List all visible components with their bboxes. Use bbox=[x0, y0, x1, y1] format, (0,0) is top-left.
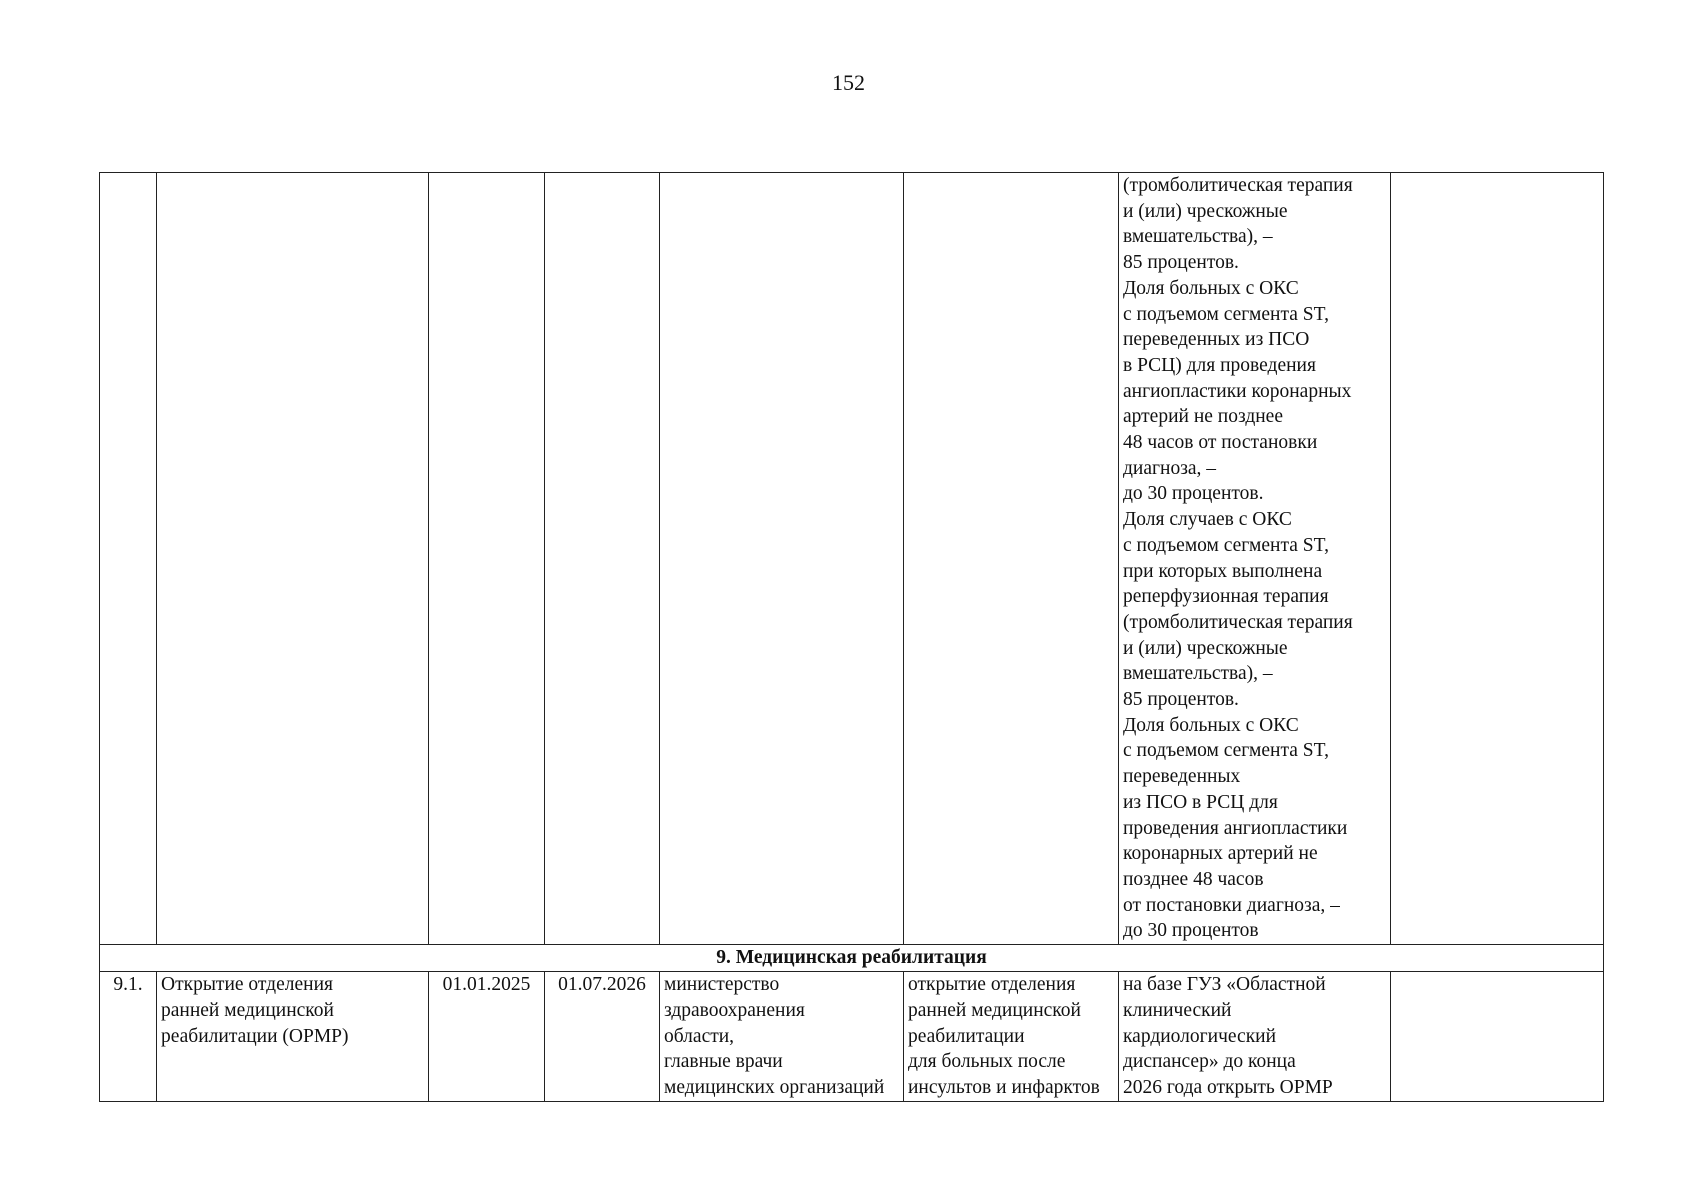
plan-table bbox=[99, 172, 1604, 1102]
cell-end-date bbox=[545, 173, 660, 945]
row-responsible: министерство здравоохранения области, главные врачи медицинских организаций bbox=[660, 972, 904, 1102]
row-indicators: на базе ГУЗ «Областной клинический кардиологический диспансер» до конца 2026 года открыть ОРМР bbox=[1119, 972, 1391, 1102]
continuation-row bbox=[100, 173, 1604, 945]
section-heading-row bbox=[100, 945, 1604, 972]
cell-notes bbox=[1391, 173, 1604, 945]
row-end-date: 01.07.2026 bbox=[545, 972, 660, 1102]
cell-start-date bbox=[429, 173, 545, 945]
row-notes bbox=[1391, 972, 1604, 1102]
cell-activity bbox=[157, 173, 429, 945]
section-title: 9. Медицинская реабилитация bbox=[100, 945, 1604, 972]
row-result: открытие отделения ранней медицинской реабилитации для больных после инсультов и инфарктов bbox=[904, 972, 1119, 1102]
row-start-date: 01.01.2025 bbox=[429, 972, 545, 1102]
row-activity: Открытие отделения ранней медицинской реабилитации (ОРМР) bbox=[157, 972, 429, 1102]
cell-result bbox=[904, 173, 1119, 945]
row-number: 9.1. bbox=[100, 972, 157, 1102]
cell-indicators: (тромболитическая терапия и (или) чрескожные вмешательства), – 85 процентов. Доля больных с ОКС с подъемом сегмента ST, переведенных из ПСО в РСЦ) для проведения ангиопластики коронарных артерий не позднее 48 часов от постановки диагноза, – до 30 процентов. Доля случаев с ОКС с подъемом сегмента ST, при которых выполнена реперфузионная терапия (тромболитическая терапия и (или) чрескожные вмешательства), – 85 процентов. Доля больных с ОКС с подъемом сегмента ST, переведенных из ПСО в РСЦ для проведения ангиопластики коронарных артерий не позднее 48 часов от постановки диагноза, – до 30 процентов bbox=[1119, 173, 1391, 945]
cell-responsible bbox=[660, 173, 904, 945]
table-row bbox=[100, 972, 1604, 1102]
cell-number bbox=[100, 173, 157, 945]
page-number: 152 bbox=[832, 70, 865, 95]
